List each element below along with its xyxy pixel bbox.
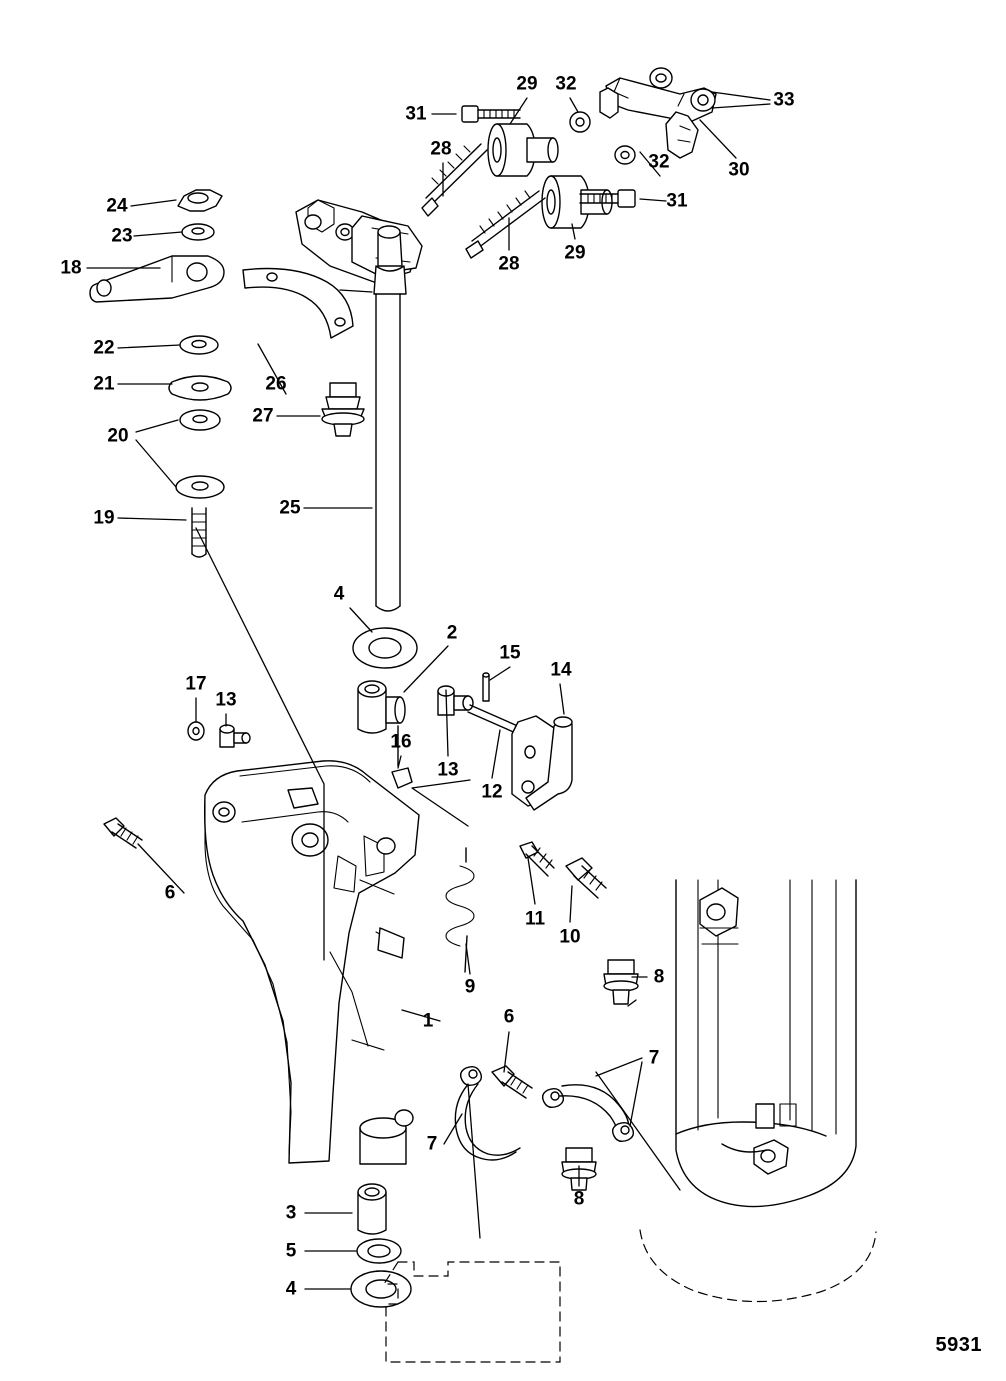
- callout-4-bottom: 4: [285, 1278, 297, 1300]
- part-4-upper-washer: [353, 628, 417, 668]
- callout-25: 25: [279, 497, 301, 519]
- callout-29-top: 29: [516, 73, 538, 95]
- callout-33: 33: [773, 89, 795, 111]
- callout-20: 20: [107, 425, 129, 447]
- callout-28-right: 28: [498, 253, 520, 275]
- part-13-lower-bushing: [438, 686, 473, 715]
- part-19-stud: [192, 508, 206, 557]
- callout-6-left: 6: [164, 882, 176, 904]
- part-20-washers: [176, 410, 224, 498]
- callout-17: 17: [185, 673, 207, 695]
- part-27-bolt: [322, 383, 364, 436]
- callout-18: 18: [60, 257, 82, 279]
- callout-19: 19: [93, 507, 115, 529]
- part-32-top-washer: [570, 112, 590, 132]
- callout-5: 5: [285, 1240, 297, 1262]
- callout-6-middle: 6: [503, 1006, 515, 1028]
- callout-12: 12: [481, 781, 503, 803]
- callout-32-top: 32: [555, 73, 577, 95]
- callout-11: 11: [524, 908, 546, 930]
- callout-31-right: 31: [666, 190, 688, 212]
- part-31-left-bolt: [462, 106, 520, 122]
- part-29-lower-mount: [542, 176, 612, 228]
- callout-2: 2: [446, 622, 458, 644]
- part-4-lower-washer: [351, 1271, 411, 1307]
- part-5-washer: [357, 1239, 401, 1263]
- callout-32-bottom: 32: [648, 151, 670, 173]
- part-33-clamp-assembly: [600, 68, 716, 158]
- callout-13-bottom: 13: [437, 759, 459, 781]
- part-28-right-bolt: [466, 191, 545, 258]
- part-26-plate: [243, 269, 353, 339]
- callout-7-left: 7: [426, 1133, 438, 1155]
- callout-8-top: 8: [653, 966, 665, 988]
- callout-14: 14: [550, 659, 572, 681]
- part-9-spring: [446, 848, 474, 972]
- callout-21: 21: [93, 373, 115, 395]
- part-25-swivel-shaft: [376, 294, 400, 611]
- part-22-washer: [180, 336, 218, 354]
- part-7-ground-leads: [455, 1067, 633, 1160]
- sheet-number: 5931: [935, 1334, 982, 1356]
- callout-8-bottom: 8: [573, 1188, 585, 1210]
- part-24-nut: [178, 190, 222, 211]
- part-11-bolt: [520, 842, 554, 876]
- callout-27: 27: [252, 405, 274, 427]
- callout-29-bottom: 29: [564, 242, 586, 264]
- callout-16: 16: [390, 731, 412, 753]
- callout-9: 9: [464, 976, 476, 998]
- callout-22: 22: [93, 337, 115, 359]
- callout-13-top: 13: [215, 689, 237, 711]
- part-3-lower-bushing: [358, 1184, 386, 1234]
- callout-26: 26: [265, 373, 287, 395]
- callout-30: 30: [728, 159, 750, 181]
- part-8-top-bolt: [604, 960, 638, 1004]
- part-2-bushing: [358, 681, 405, 733]
- callout-10: 10: [559, 926, 581, 948]
- part-17-washer: [188, 722, 204, 740]
- part-6-mid-bolt: [492, 1066, 532, 1098]
- part-15-pin: [483, 673, 489, 701]
- callout-28-left: 28: [430, 138, 452, 160]
- part-6-left-bolt: [104, 818, 142, 848]
- callout-24: 24: [106, 195, 128, 217]
- callout-7-right: 7: [648, 1047, 660, 1069]
- callout-15: 15: [499, 642, 521, 664]
- callout-31-left: 31: [405, 103, 427, 125]
- callout-1: 1: [422, 1010, 434, 1032]
- part-23-washer: [182, 224, 214, 240]
- part-21-plate: [169, 376, 231, 400]
- part-1-swivel-bracket: [205, 761, 419, 1164]
- part-32-lower-washer: [615, 146, 635, 164]
- callout-23: 23: [111, 225, 133, 247]
- callout-3: 3: [285, 1202, 297, 1224]
- part-18-steering-lever: [90, 256, 224, 302]
- part-29-top-mount: [488, 124, 558, 176]
- drive-shaft-housing: [640, 880, 876, 1302]
- part-13-top-bushing: [220, 725, 250, 747]
- callout-4-top: 4: [333, 583, 345, 605]
- ghost-lower-unit-outline: [384, 1262, 560, 1362]
